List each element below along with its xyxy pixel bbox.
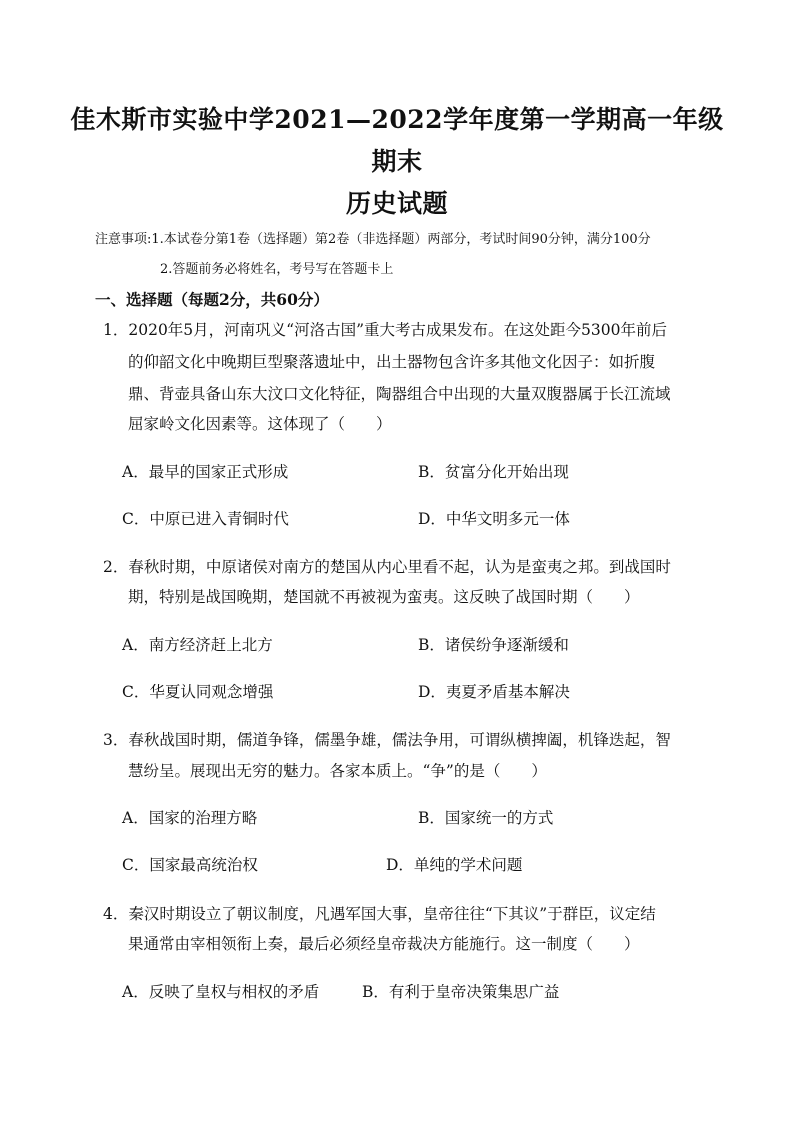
question-1-line3: 鼎、背壶具备山东大汶口文化特征，陶器组合中出现的大量双腹器属于长江流域	[128, 385, 671, 403]
question-2-option-d: D．夷夏矛盾基本解决	[418, 683, 570, 701]
exam-subject-title: 历史试题	[345, 189, 448, 218]
question-3-line1: 3．春秋战国时期，儒道争锋，儒墨争雄，儒法争用，可谓纵横捭阖，机锋迭起，智	[103, 731, 671, 749]
question-4-line2: 果通常由宰相领衔上奏，最后必须经皇帝裁决方能施行。这一制度（ ）	[128, 935, 640, 953]
question-1-option-b: B．贫富分化开始出现	[418, 463, 569, 481]
question-1-option-a: A．最早的国家正式形成	[122, 463, 289, 481]
notice-line1: 注意事项:1.本试卷分第1卷（选择题）第2卷（非选择题）两部分，考试时间90分钟，满分100分	[95, 232, 651, 247]
exam-title-line2: 期末	[371, 147, 423, 176]
question-1-option-c: C．中原已进入青铜时代	[122, 510, 289, 528]
question-1-line1: 1．2020年5月，河南巩义“河洛古国”重大考古成果发布。在这处距今5300年前后	[103, 321, 667, 339]
question-3-option-b: B．国家统一的方式	[418, 809, 554, 827]
question-1-line2: 的仰韶文化中晚期巨型聚落遗址中，出土器物包含许多其他文化因子：如折腹	[128, 353, 656, 371]
question-4-option-a: A．反映了皇权与相权的矛盾	[122, 983, 320, 1001]
question-1-line4: 屈家岭文化因素等。这体现了（ ）	[128, 415, 392, 433]
question-4-option-b: B．有利于皇帝决策集思广益	[362, 983, 560, 1001]
question-2-option-a: A．南方经济赶上北方	[122, 636, 273, 654]
question-3-line2: 慧纷呈。展现出无穷的魅力。各家本质上。“争”的是（ ）	[128, 762, 547, 780]
exam-title-line1: 佳木斯市实验中学2021—2022学年度第一学期高一年级	[70, 105, 724, 134]
question-3-option-c: C．国家最高统治权	[122, 856, 258, 874]
question-4-line1: 4．秦汉时期设立了朝议制度，凡遇军国大事，皇帝往往“下其议”于群臣，议定结	[103, 905, 656, 923]
question-3-option-d: D．单纯的学术问题	[386, 856, 523, 874]
section-title: 一、选择题（每题2分，共60分）	[95, 290, 329, 309]
notice-line2: 2.答题前务必将姓名，考号写在答题卡上	[160, 262, 394, 277]
question-1-option-d: D．中华文明多元一体	[418, 510, 570, 528]
question-3-option-a: A．国家的治理方略	[122, 809, 258, 827]
question-2-option-b: B．诸侯纷争逐渐缓和	[418, 636, 569, 654]
question-2-line1: 2．春秋时期，中原诸侯对南方的楚国从内心里看不起，认为是蛮夷之邦。到战国时	[103, 558, 671, 576]
question-2-line2: 期，特别是战国晚期，楚国就不再被视为蛮夷。这反映了战国时期（ ）	[128, 588, 640, 606]
question-2-option-c: C．华夏认同观念增强	[122, 683, 274, 701]
